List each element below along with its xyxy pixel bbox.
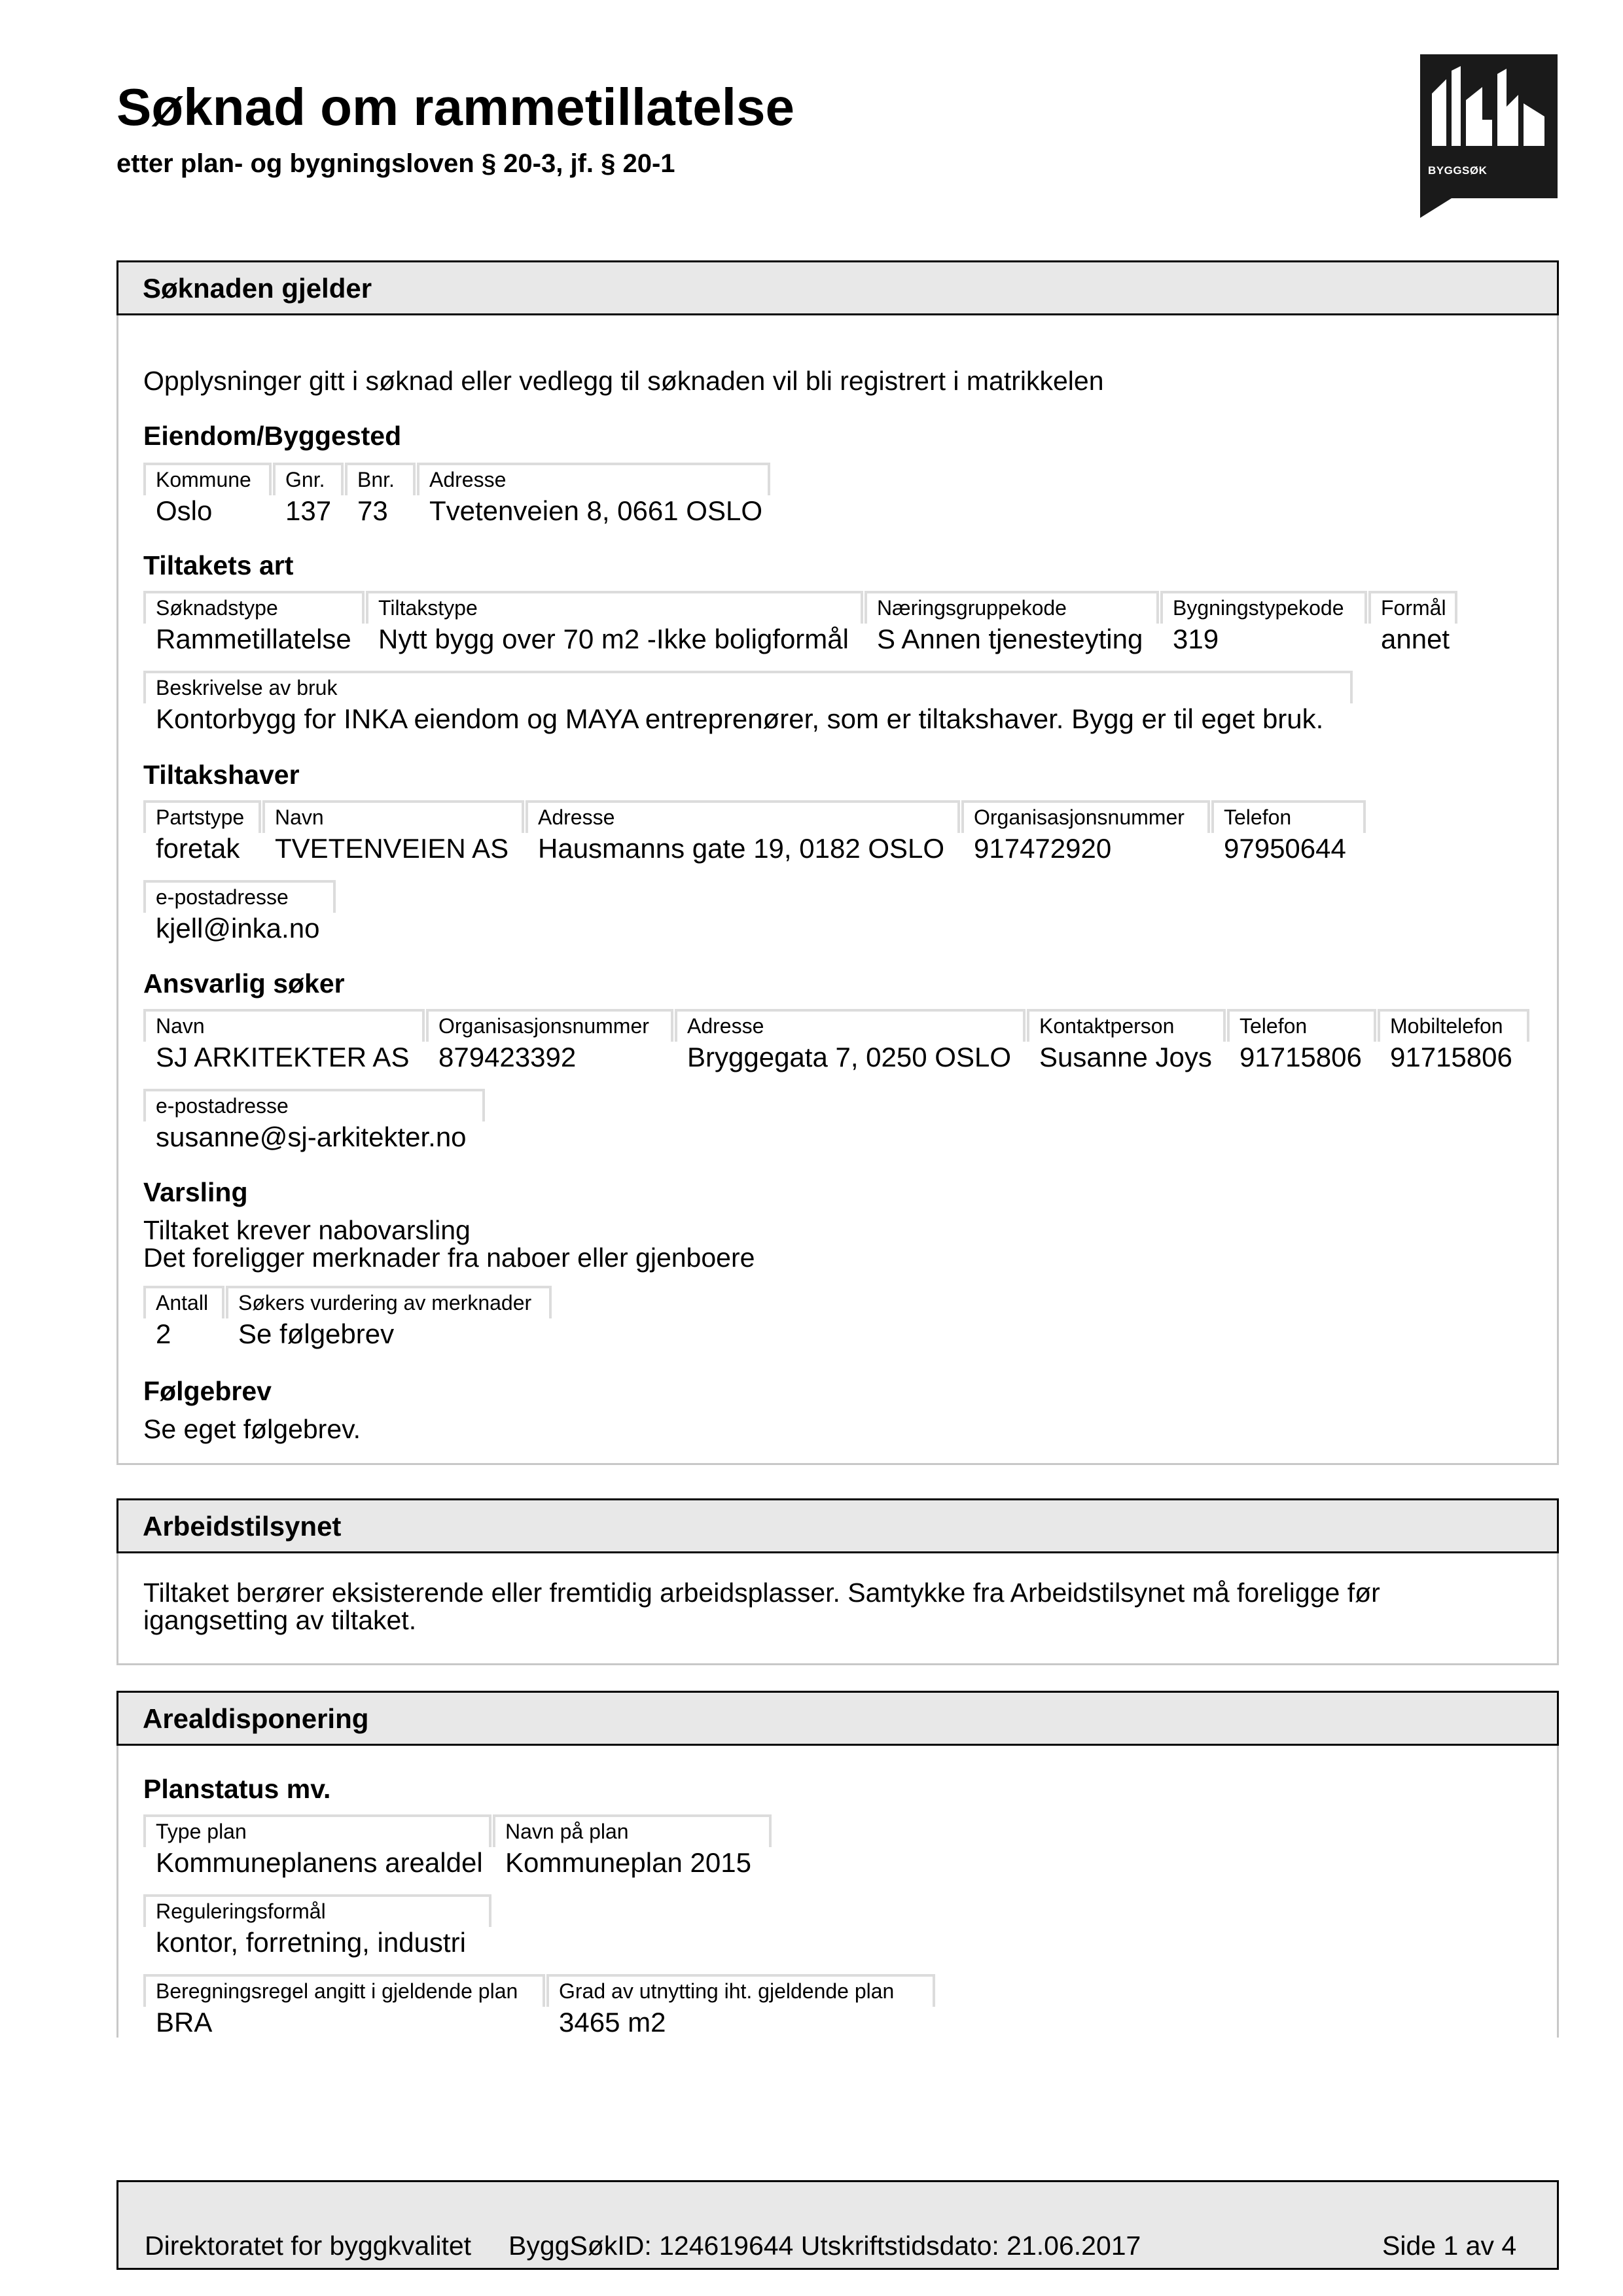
field-value: 3465 m2 [559, 2007, 666, 2038]
section-title: Arbeidstilsynet [143, 1511, 342, 1542]
field-label: Mobiltelefon [1390, 1014, 1503, 1038]
field-value: Kommuneplanens arealdel [156, 1847, 483, 1878]
field-soknadstype [143, 591, 365, 654]
section-header [116, 1691, 1559, 1746]
field-label: Telefon [1224, 805, 1292, 829]
field-epostadresse [143, 1089, 485, 1152]
field-label: Navn [275, 805, 324, 829]
field-label: Organisasjonsnummer [974, 805, 1185, 829]
byggsok-logo-icon [1420, 54, 1558, 159]
varsling-line-2: Det foreligger merknader fra naboer eller gjenboere [143, 1243, 755, 1273]
field-value: Susanne Joys [1039, 1042, 1212, 1072]
field-value: kontor, forretning, industri [156, 1927, 466, 1958]
logo-text: BYGGSØK [1428, 164, 1488, 177]
field-value: 879423392 [438, 1042, 577, 1072]
field-adresse [526, 800, 960, 864]
field-label: Søknadstype [156, 596, 278, 620]
field-label: Grad av utnytting iht. gjeldende plan [559, 1979, 895, 2003]
field-gnr [273, 463, 344, 526]
field-value: foretak [156, 833, 240, 864]
field-label: Formål [1381, 596, 1446, 620]
field-value: 137 [285, 495, 332, 526]
field-label: Tiltakstype [378, 596, 478, 620]
arbeidstilsynet-line-2: igangsetting av tiltaket. [143, 1605, 417, 1635]
field-label: Organisasjonsnummer [438, 1014, 649, 1038]
field-value: 97950644 [1224, 833, 1346, 864]
field-tiltakstype [366, 591, 863, 654]
field-value: Oslo [156, 495, 213, 526]
field-navn [143, 1009, 425, 1072]
field-partstype [143, 800, 261, 864]
field-label: Partstype [156, 805, 245, 829]
field-mobiltelefon [1378, 1009, 1529, 1072]
field-adresse [675, 1009, 1026, 1072]
field-formal [1368, 591, 1457, 654]
folgebrev-text: Se eget følgebrev. [143, 1414, 361, 1444]
field-value: Se følgebrev [238, 1318, 395, 1349]
field-label: Bnr. [357, 468, 395, 491]
field-label: Bygningstypekode [1173, 596, 1344, 620]
field-navn [262, 800, 524, 864]
field-antall [143, 1286, 224, 1349]
field-epostadresse [143, 880, 336, 944]
field-value: annet [1381, 624, 1450, 654]
byggsok-logo [1420, 54, 1558, 198]
field-kontaktperson [1027, 1009, 1226, 1072]
field-label: Søkers vurdering av merknader [238, 1291, 532, 1315]
intro-text: Opplysninger gitt i søknad eller vedlegg til søknaden vil bli registrert i matrikkelen [143, 366, 1104, 396]
field-telefon [1211, 800, 1366, 864]
section-title: Arealdisponering [143, 1703, 369, 1734]
section-header [116, 1498, 1559, 1553]
field-navn-pa-plan [493, 1814, 772, 1878]
field-label: Antall [156, 1291, 209, 1315]
logo-tail [1420, 198, 1452, 218]
field-label: e-postadresse [156, 885, 289, 909]
field-label: Kommune [156, 468, 251, 491]
field-value: Tvetenveien 8, 0661 OSLO [429, 495, 762, 526]
field-label: Beregningsregel angitt i gjeldende plan [156, 1979, 518, 2003]
section-soknaden-gjelder [116, 260, 1559, 1465]
field-grad-av-utnytting [546, 1974, 935, 2038]
field-label: Næringsgruppekode [877, 596, 1067, 620]
arbeidstilsynet-line-1: Tiltaket berører eksisterende eller fremtidig arbeidsplasser. Samtykke fra Arbeidstilsynet må foreligge før [143, 1578, 1380, 1608]
tiltakshaver-heading: Tiltakshaver [143, 760, 300, 790]
field-value: Kontorbygg for INKA eiendom og MAYA entreprenører, som er tiltakshaver. Bygg er til eget bruk. [156, 703, 1324, 734]
field-label: Adresse [429, 468, 507, 491]
field-value: Bryggegata 7, 0250 OSLO [687, 1042, 1011, 1072]
field-type-plan [143, 1814, 491, 1878]
section-header [116, 260, 1559, 315]
field-value: Kommuneplan 2015 [505, 1847, 751, 1878]
field-bnr [345, 463, 416, 526]
field-value: 73 [357, 495, 388, 526]
document-title: Søknad om rammetillatelse [116, 78, 794, 136]
field-value: 91715806 [1390, 1042, 1512, 1072]
eiendom-heading: Eiendom/Byggested [143, 421, 402, 451]
field-beskrivelse-av-bruk [143, 671, 1353, 734]
tiltakets-art-heading: Tiltakets art [143, 550, 294, 580]
section-title: Søknaden gjelder [143, 273, 372, 304]
field-value: 2 [156, 1318, 171, 1349]
field-reguleringsformal [143, 1894, 491, 1958]
page-footer [116, 2180, 1559, 2270]
field-telefon [1227, 1009, 1376, 1072]
field-label: Gnr. [285, 468, 325, 491]
section-arbeidstilsynet [116, 1498, 1559, 1665]
varsling-line-1: Tiltaket krever nabovarsling [143, 1215, 471, 1245]
field-value: 319 [1173, 624, 1219, 654]
field-value: BRA [156, 2007, 213, 2038]
footer-org: Direktoratet for byggkvalitet [145, 2231, 472, 2261]
field-adresse [417, 463, 770, 526]
field-sokers-vurdering [226, 1286, 552, 1349]
ansvarlig-soker-heading: Ansvarlig søker [143, 968, 345, 998]
field-value: Nytt bygg over 70 m2 -Ikke boligformål [378, 624, 849, 654]
field-label: Telefon [1240, 1014, 1308, 1038]
field-kommune [143, 463, 272, 526]
field-label: Navn [156, 1014, 205, 1038]
field-label: e-postadresse [156, 1094, 289, 1118]
field-value: SJ ARKITEKTER AS [156, 1042, 410, 1072]
field-organisasjonsnummer [426, 1009, 673, 1072]
field-label: Reguleringsformål [156, 1899, 326, 1923]
field-label: Beskrivelse av bruk [156, 676, 338, 699]
field-label: Kontaktperson [1039, 1014, 1175, 1038]
section-arealdisponering [116, 1691, 1559, 2038]
field-beregningsregel [143, 1974, 545, 2038]
field-label: Navn på plan [505, 1820, 629, 1843]
field-value: susanne@sj-arkitekter.no [156, 1122, 467, 1152]
footer-id-date: ByggSøkID: 124619644 Utskriftstidsdato: 21.06.2017 [508, 2231, 1141, 2261]
footer-page-number: Side 1 av 4 [1382, 2231, 1517, 2261]
field-value: S Annen tjenesteyting [877, 624, 1143, 654]
field-value: 91715806 [1240, 1042, 1362, 1072]
field-value: TVETENVEIEN AS [275, 833, 509, 864]
field-naeringsgruppekode [865, 591, 1159, 654]
field-label: Adresse [687, 1014, 764, 1038]
document-subtitle: etter plan- og bygningsloven § 20-3, jf. § 20-1 [116, 149, 675, 178]
field-label: Adresse [538, 805, 615, 829]
field-value: Rammetillatelse [156, 624, 351, 654]
field-value: kjell@inka.no [156, 913, 320, 944]
field-value: 917472920 [974, 833, 1112, 864]
planstatus-heading: Planstatus mv. [143, 1774, 331, 1804]
field-organisasjonsnummer [961, 800, 1210, 864]
folgebrev-heading: Følgebrev [143, 1376, 272, 1406]
field-value: Hausmanns gate 19, 0182 OSLO [538, 833, 945, 864]
varsling-heading: Varsling [143, 1177, 248, 1207]
field-label: Type plan [156, 1820, 247, 1843]
field-bygningstypekode [1160, 591, 1367, 654]
